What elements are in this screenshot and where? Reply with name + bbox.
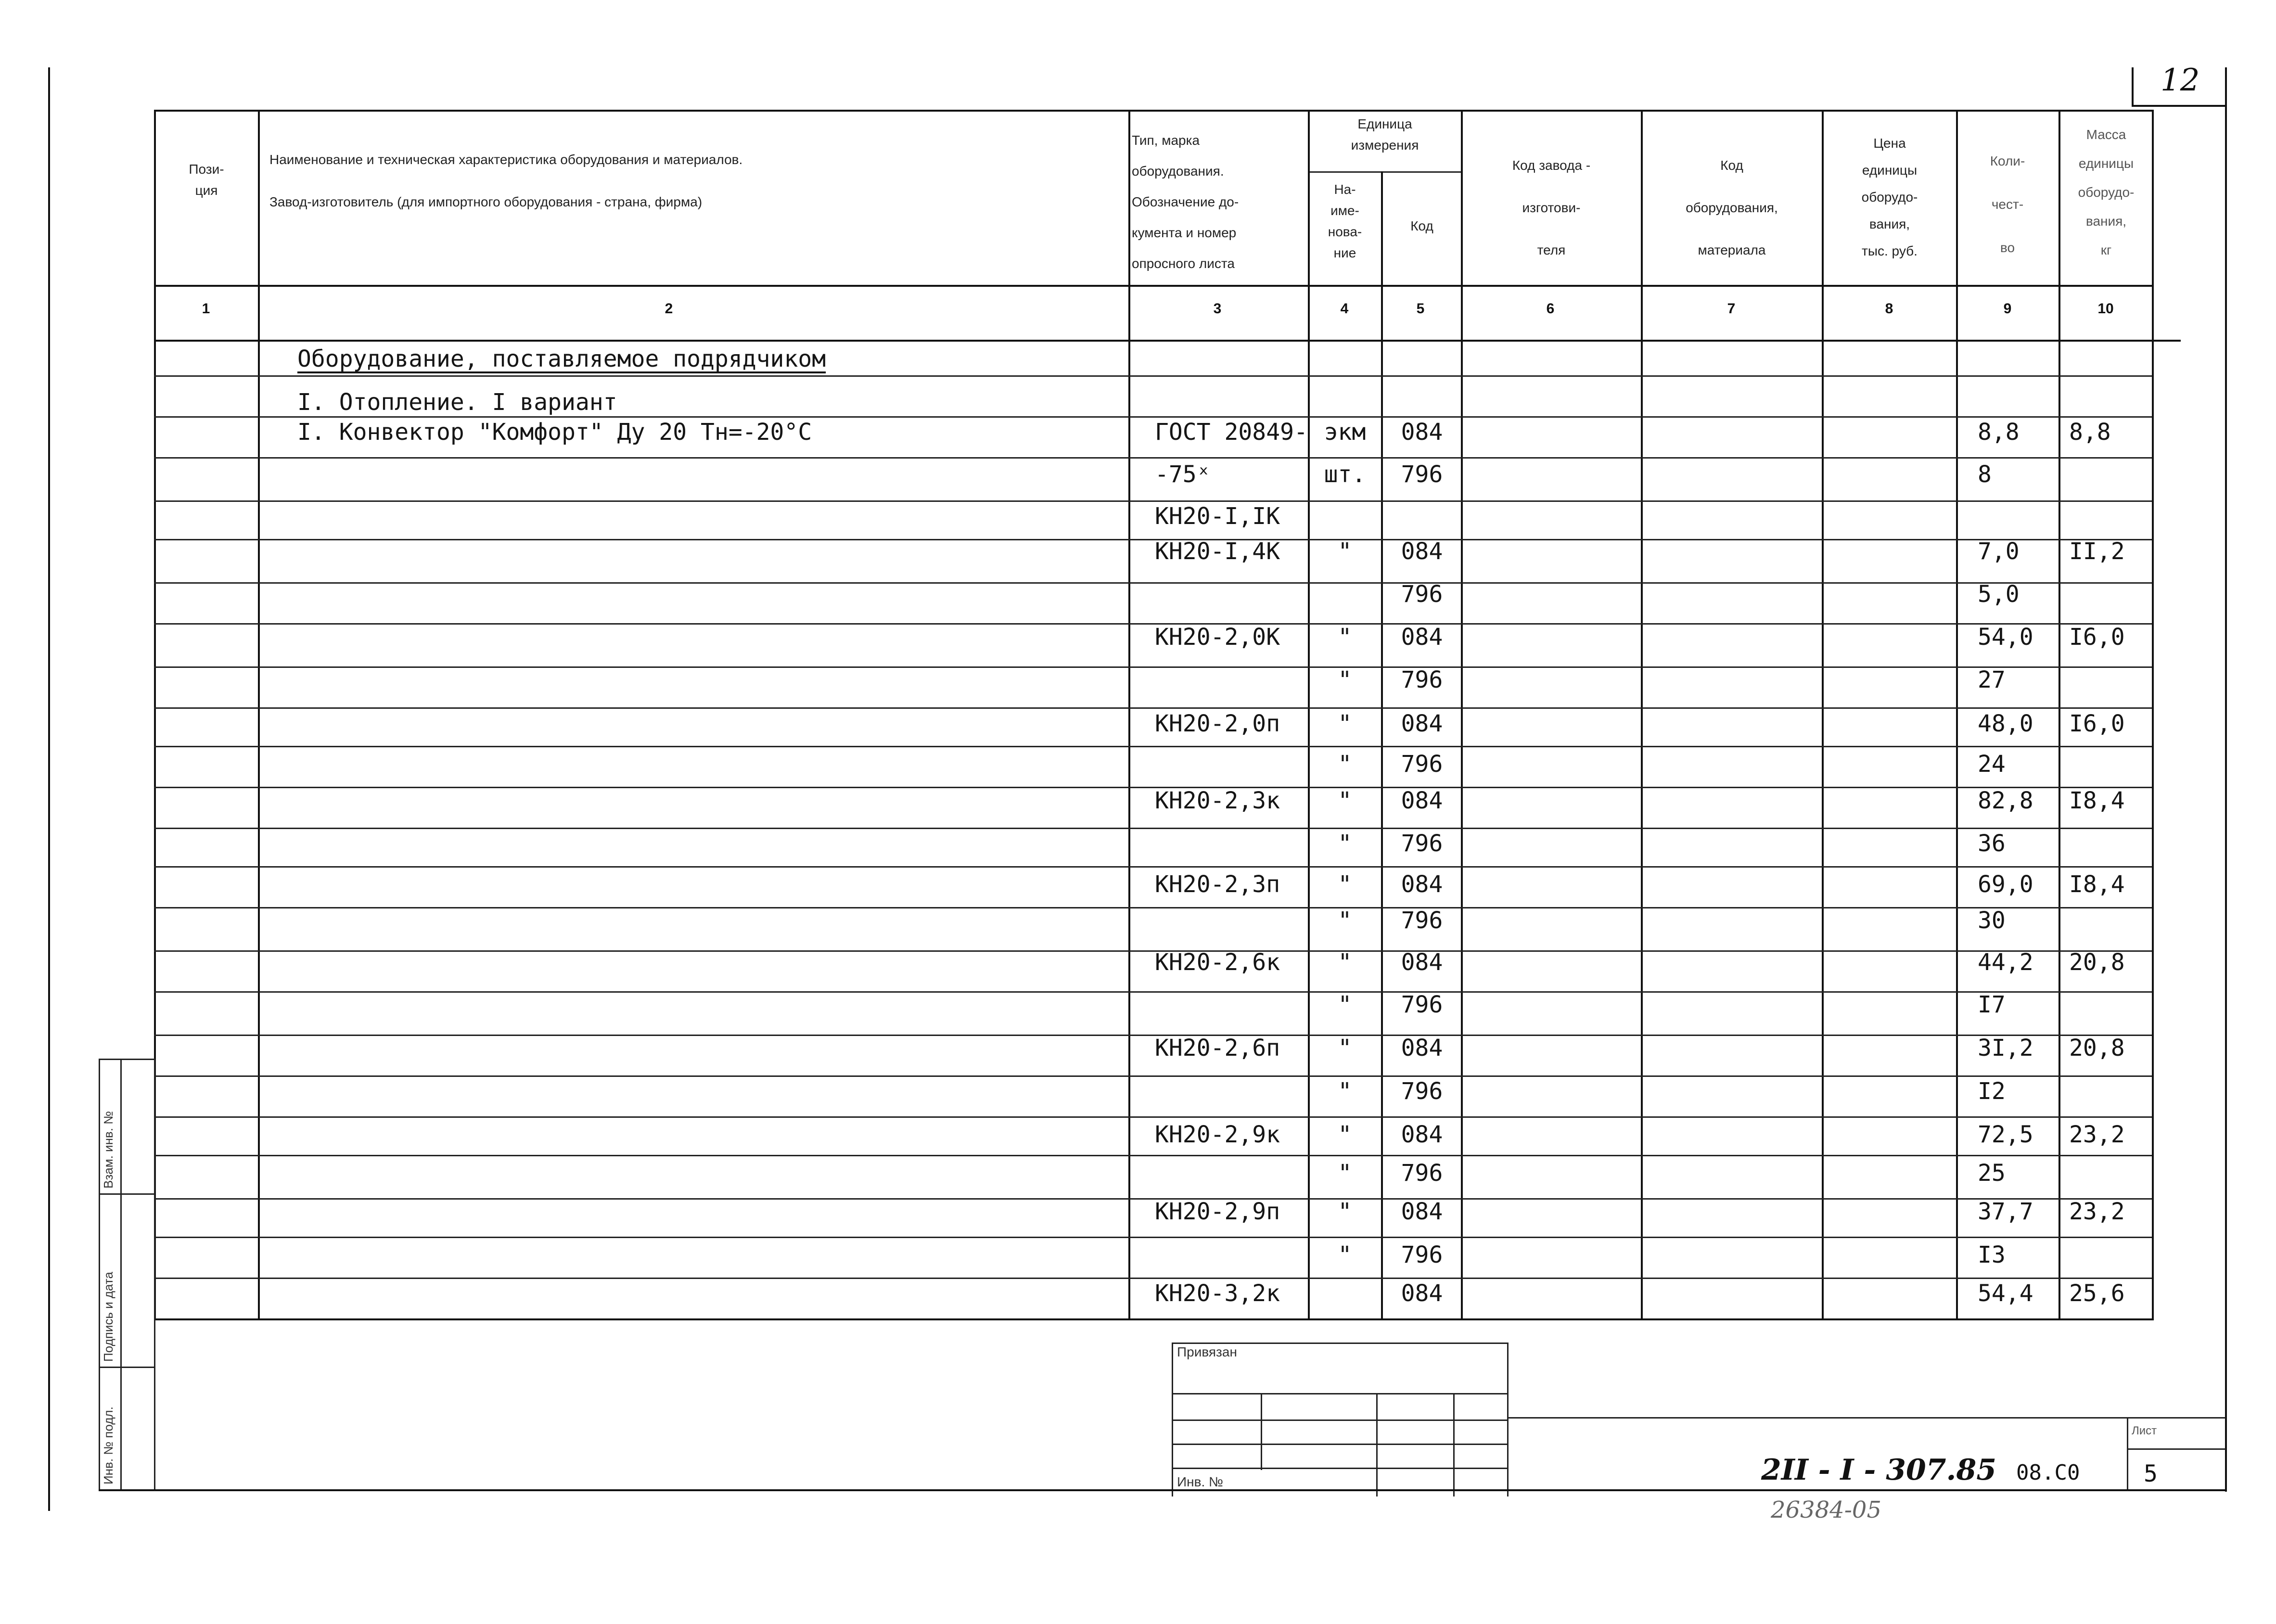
row-rule-line [154,1035,2152,1036]
row-rule-line [154,416,2152,418]
row-unit-cell: " [1338,787,1352,814]
list-number: 5 [2144,1460,2158,1487]
row-qty-cell: 30 [1978,907,2006,934]
row-code-cell: 084 [1401,1035,1443,1061]
side-label-podpis: Подпись и дата [101,1271,115,1362]
row-code-cell: 084 [1401,787,1443,814]
row-unit-cell: " [1338,830,1352,857]
side-label-vzam: Взам. инв. № [101,1111,115,1189]
bottom-frame-line [99,1489,2225,1491]
column-number-6: 6 [1546,301,1555,317]
col-border-9 [2059,110,2060,1320]
row-type-cell: ГОСТ 20849- [1155,419,1308,446]
row-code-cell: 796 [1401,461,1443,488]
row-qty-cell: 7,0 [1978,538,2020,565]
header-unit-code: Код [1410,218,1433,233]
row-rule-line [154,500,2152,502]
header-name: Наименование и техническая характеристика оборудования и материалов. Завод-изготовитель (для импортного оборудования - страна, фирма) [269,152,743,209]
row-mass-cell: I8,4 [2069,871,2125,898]
row-type-cell: -75ˣ [1155,461,1211,488]
right-frame-line [2225,67,2227,1492]
row-qty-cell: 36 [1978,830,2006,857]
row-qty-cell: 48,0 [1978,710,2033,737]
row-rule-line [154,746,2152,747]
row-rule-line [154,457,2152,459]
row-type-cell: КН20-2,0К [1155,624,1280,651]
row-unit-cell: " [1338,1035,1352,1061]
row-type-cell: КН20-2,9к [1155,1121,1280,1148]
stamp-privyazan-label: Привязан [1177,1344,1237,1359]
row-rule-line [154,1198,2152,1200]
row-mass-cell: 20,8 [2069,949,2125,976]
row-type-cell: КН20-2,6п [1155,1035,1280,1061]
row-rule-line [154,1278,2152,1279]
col-border-2 [1128,110,1130,1320]
header-unit-group: Единица измерения [1351,116,1419,153]
row-unit-cell: " [1338,871,1352,898]
stamp-row-line-2 [1172,1419,1509,1421]
column-number-5: 5 [1416,301,1425,317]
row-qty-cell: I2 [1978,1078,2006,1105]
row-qty-cell: 37,7 [1978,1198,2033,1225]
stamp-row-line-4 [1172,1468,1509,1469]
header-quantity: Коли- чест- во [1990,153,2025,255]
column-number-3: 3 [1213,301,1222,317]
row-type-cell: КН20-2,3к [1155,787,1280,814]
row-code-cell: 796 [1401,1078,1443,1105]
table-top-border [154,110,2152,112]
col-border-6 [1641,110,1643,1320]
column-number-2: 2 [665,301,673,317]
col-border-1 [258,110,260,1320]
stamp-col-line-3 [1453,1393,1455,1496]
row-qty-cell: 44,2 [1978,949,2033,976]
row-unit-cell: " [1338,666,1352,693]
doc-code-top-line [1509,1417,2225,1419]
row-qty-cell: I7 [1978,991,2006,1018]
row-qty-cell: 25 [1978,1160,2006,1187]
left-binding-line [48,67,50,1511]
row-unit-cell: шт. [1324,461,1366,488]
row-qty-cell: 72,5 [1978,1121,2033,1148]
col-border-5 [1461,110,1463,1320]
row-unit-cell: " [1338,1198,1352,1225]
unit-group-divider [1308,171,1461,173]
row-code-cell: 796 [1401,907,1443,934]
side-strip-div-2 [99,1367,155,1368]
subsection-title: I. Отопление. I вариант [297,389,617,416]
row-rule-line [154,1237,2152,1238]
row-qty-cell: 82,8 [1978,787,2033,814]
row-qty-cell: 54,4 [1978,1280,2033,1307]
sheet-number-handwritten: 12 [2161,63,2200,98]
side-label-inv: Инв. № подл. [101,1407,115,1484]
row-type-cell: КН20-2,0п [1155,710,1280,737]
column-numbers-bottom-border [154,340,2181,342]
row-rule-line [154,1116,2152,1118]
row-rule-line [154,1155,2152,1156]
stamp-inv-label: Инв. № [1177,1474,1224,1489]
row-code-cell: 084 [1401,949,1443,976]
row-unit-cell: " [1338,710,1352,737]
bottom-handwritten-number: 26384-05 [1771,1496,1881,1523]
row-rule-line [154,1075,2152,1077]
row-code-cell: 796 [1401,751,1443,778]
header-type: Тип, марка оборудования. Обозначение до- кумента и номер опросного листа [1132,133,1239,271]
list-box-mid [2127,1448,2225,1450]
row-code-cell: 796 [1401,991,1443,1018]
header-equipment-code: Код оборудования, материала [1686,158,1778,257]
side-strip-left [99,1059,100,1489]
row-unit-cell: " [1338,1078,1352,1105]
row-code-cell: 796 [1401,581,1443,608]
row-rule-line [154,787,2152,788]
row-rule-line [154,582,2152,584]
row-code-cell: 796 [1401,1241,1443,1268]
row-mass-cell: I6,0 [2069,710,2125,737]
row-code-cell: 084 [1401,1198,1443,1225]
stamp-row-line-3 [1172,1444,1509,1445]
row-mass-cell: I8,4 [2069,787,2125,814]
row-unit-cell: " [1338,949,1352,976]
stamp-row-line-1 [1172,1393,1509,1394]
row-qty-cell: I3 [1978,1241,2006,1268]
sheet-number-box-left [2132,67,2134,106]
column-number-9: 9 [2003,301,2012,317]
header-unit-name: На- име- нова- ние [1328,182,1362,260]
row-code-cell: 084 [1401,710,1443,737]
row-type-cell: КН20-2,9п [1155,1198,1280,1225]
row-qty-cell: 24 [1978,751,2006,778]
header-manufacturer-code: Код завода - изготови- теля [1512,158,1591,257]
row-mass-cell: I6,0 [2069,624,2125,651]
list-label: Лист [2132,1424,2157,1437]
document-code-handwritten: 2II - I - 307.85 [1761,1453,1996,1487]
row-rule-line [154,866,2152,868]
side-strip-inner [120,1059,122,1489]
row-rule-line [154,991,2152,993]
list-box-left [2127,1417,2128,1489]
table-bottom-border [154,1318,2152,1320]
frame-top-line [2132,105,2226,107]
row-rule-line [154,666,2152,668]
column-number-7: 7 [1727,301,1736,317]
row-qty-cell: 27 [1978,666,2006,693]
item-title: I. Конвектор "Комфорт" Ду 20 Тн=-20°С [297,419,812,446]
column-number-4: 4 [1340,301,1349,317]
column-number-10: 10 [2097,301,2114,317]
document-code-suffix: 08.С0 [2016,1460,2080,1485]
col-border-10 [2152,110,2154,1320]
row-rule-line [154,828,2152,829]
row-type-cell: КН20-I,IК [1155,503,1280,530]
row-type-cell: КН20-2,3п [1155,871,1280,898]
row-type-cell: КН20-I,4К [1155,538,1280,565]
header-bottom-border [154,285,2152,287]
row-qty-cell: 69,0 [1978,871,2033,898]
row-code-cell: 084 [1401,624,1443,651]
row-mass-cell: 20,8 [2069,1035,2125,1061]
row-qty-cell: 8,8 [1978,419,2020,446]
row-code-cell: 796 [1401,1160,1443,1187]
header-unit-price: Цена единицы оборудо- вания, тыс. руб. [1861,136,1918,258]
row-qty-cell: 5,0 [1978,581,2020,608]
row-unit-cell: " [1338,907,1352,934]
row-type-cell: КН20-2,6к [1155,949,1280,976]
row-code-cell: 796 [1401,666,1443,693]
stamp-col-line-2 [1376,1393,1378,1496]
row-code-cell: 084 [1401,419,1443,446]
row-mass-cell: 8,8 [2069,419,2111,446]
row-mass-cell: 25,6 [2069,1280,2125,1307]
col-border-8 [1956,110,1958,1320]
header-position: Пози- ция [189,162,224,198]
row-qty-cell: 54,0 [1978,624,2033,651]
row-unit-cell: " [1338,624,1352,651]
row-unit-cell: " [1338,991,1352,1018]
row-rule-line [154,707,2152,709]
row-unit-cell: экм [1324,419,1366,446]
row-mass-cell: II,2 [2069,538,2125,565]
row-code-cell: 084 [1401,871,1443,898]
section-title: Оборудование, поставляемое подрядчиком [297,345,826,372]
row-mass-cell: 23,2 [2069,1198,2125,1225]
row-unit-cell: " [1338,1121,1352,1148]
row-unit-cell: " [1338,751,1352,778]
row-mass-cell: 23,2 [2069,1121,2125,1148]
row-unit-cell: " [1338,1241,1352,1268]
row-rule-line [154,950,2152,952]
column-number-1: 1 [202,301,210,317]
row-type-cell: КН20-3,2к [1155,1280,1280,1307]
stamp-col-line-1 [1261,1393,1262,1470]
row-unit-cell: " [1338,1160,1352,1187]
row-rule-line [154,907,2152,908]
row-code-cell: 796 [1401,830,1443,857]
row-unit-cell: " [1338,538,1352,565]
side-strip-div-1 [99,1193,155,1195]
header-mass: Масса единицы оборудо- вания, кг [2078,127,2135,257]
stamp-top-line [1172,1343,1509,1344]
row-rule-line [154,375,2152,377]
side-strip-top [99,1059,155,1060]
column-number-8: 8 [1885,301,1893,317]
row-rule-line [154,623,2152,625]
col-border-7 [1822,110,1824,1320]
row-qty-cell: 3I,2 [1978,1035,2033,1061]
row-code-cell: 084 [1401,1280,1443,1307]
side-strip-right [154,1059,155,1489]
row-code-cell: 084 [1401,538,1443,565]
row-rule-line [154,539,2152,540]
row-qty-cell: 8 [1978,461,1992,488]
row-code-cell: 084 [1401,1121,1443,1148]
